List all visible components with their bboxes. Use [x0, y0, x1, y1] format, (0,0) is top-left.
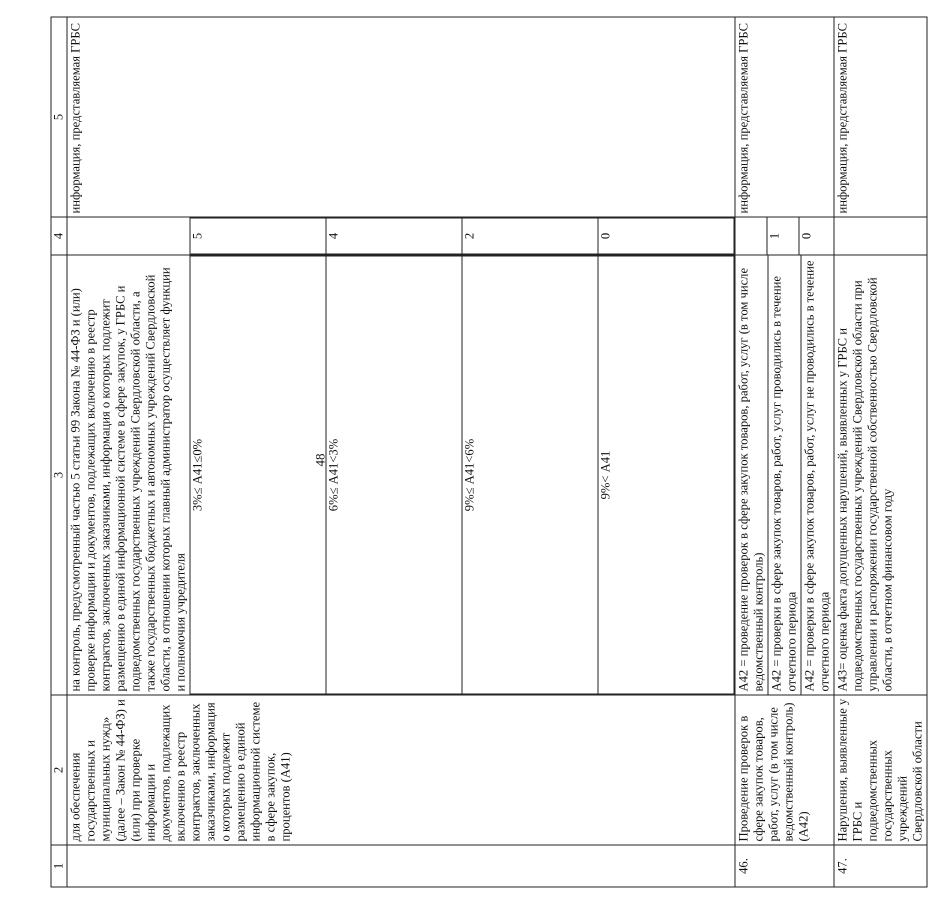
row45-score-4: 0 — [598, 218, 734, 254]
row46-number: 46. — [735, 845, 834, 887]
row46-cond-2: А42 = проверки в сфере закупок товаров, работ, услуг не проводились в течение отчетного периода — [801, 256, 834, 695]
row47-indicator: Нарушения, выявленные у ГРБС и подведомственных государственных учреждений Свердловской области — [834, 695, 927, 845]
row45-description: на контроль, предусмотренный частью 5 статьи 99 Закона № 44-ФЗ и (или) проверке информации и документов, подлежащих включению в реестр контрактов, заключенных заказчиками, информация о которых подлежит размещению в единой информационной системе в сфере закупок, у ГРБС и подведомственных государственных учреждений Свердловской области, а также государственных бюджетных и автономных учреждений Свердловской области, в отношении которых главный администратор осуществляет функции и полномочия учредителя — [68, 267, 188, 692]
row45-cond-3: 9%≤ А41<6% — [462, 256, 598, 694]
row45-indicator: для обеспечения государственных и муниципальных нужд» (далее – Закон № 44-ФЗ) и (или) при проверке информации и документов, подлежащих включению в реестр контрактов, заключенных заказчиками, информация о которых подлежит размещению в единой информационной системе в сфере закупок, процентов (А41) — [67, 695, 735, 845]
row46-cond-1: А42 = проверки в сфере закупок товаров, работ, услуг проводились в течение отчетного периода — [768, 256, 801, 695]
row45-source: информация, представляемая ГРБС — [67, 17, 735, 217]
header-col-2: 2 — [51, 695, 67, 845]
header-col-4: 4 — [51, 217, 67, 255]
row45-score-2: 4 — [326, 218, 462, 254]
header-col-5: 5 — [51, 17, 67, 217]
header-col-1: 1 — [51, 845, 67, 887]
row46-definition: А42 = проведение проверок в сфере закупок товаров, работ, услуг (в том числе ведомственный контроль) — [736, 267, 766, 692]
criteria-table — [51, 17, 928, 888]
header-col-3: 3 — [51, 255, 67, 695]
row45-score-3: 2 — [462, 218, 598, 254]
table-row-46 — [735, 17, 834, 887]
row45-score-1: 5 — [190, 218, 326, 254]
table-row-47 — [834, 17, 927, 887]
table-row-45-cont — [67, 17, 735, 887]
row47-number: 47. — [834, 845, 927, 887]
row45-criteria — [190, 256, 735, 695]
row46-indicator: Проведение проверок в сфере закупок товаров, работ, услуг (в том числе ведомственный контроль) (А42) — [735, 695, 834, 845]
row47-description: А43= оценка факта допущенных нарушений, выявленных у ГРБС и подведомственных государственных учреждений Свердловской области при управлении и распоряжении государственной собственностью Свердловской области, в отчетном финансовом году — [834, 255, 927, 695]
row45-cond-2: 6%≤ А41<3% — [326, 256, 462, 694]
row47-source: информация, представляемая ГРБС — [834, 17, 927, 217]
row46-source: информация, представляемая ГРБС — [735, 17, 834, 217]
document-table-sheet — [51, 18, 925, 888]
row46-score-2: 0 — [799, 218, 831, 255]
row46-score-1: 1 — [767, 218, 799, 255]
header-row — [51, 17, 67, 887]
row45-scores — [190, 218, 735, 255]
page-number: 48 — [312, 453, 327, 467]
row45-cond-4: 9%< А41 — [598, 256, 734, 694]
row45-cond-1: 3%≤ А41≤0% — [190, 256, 326, 694]
